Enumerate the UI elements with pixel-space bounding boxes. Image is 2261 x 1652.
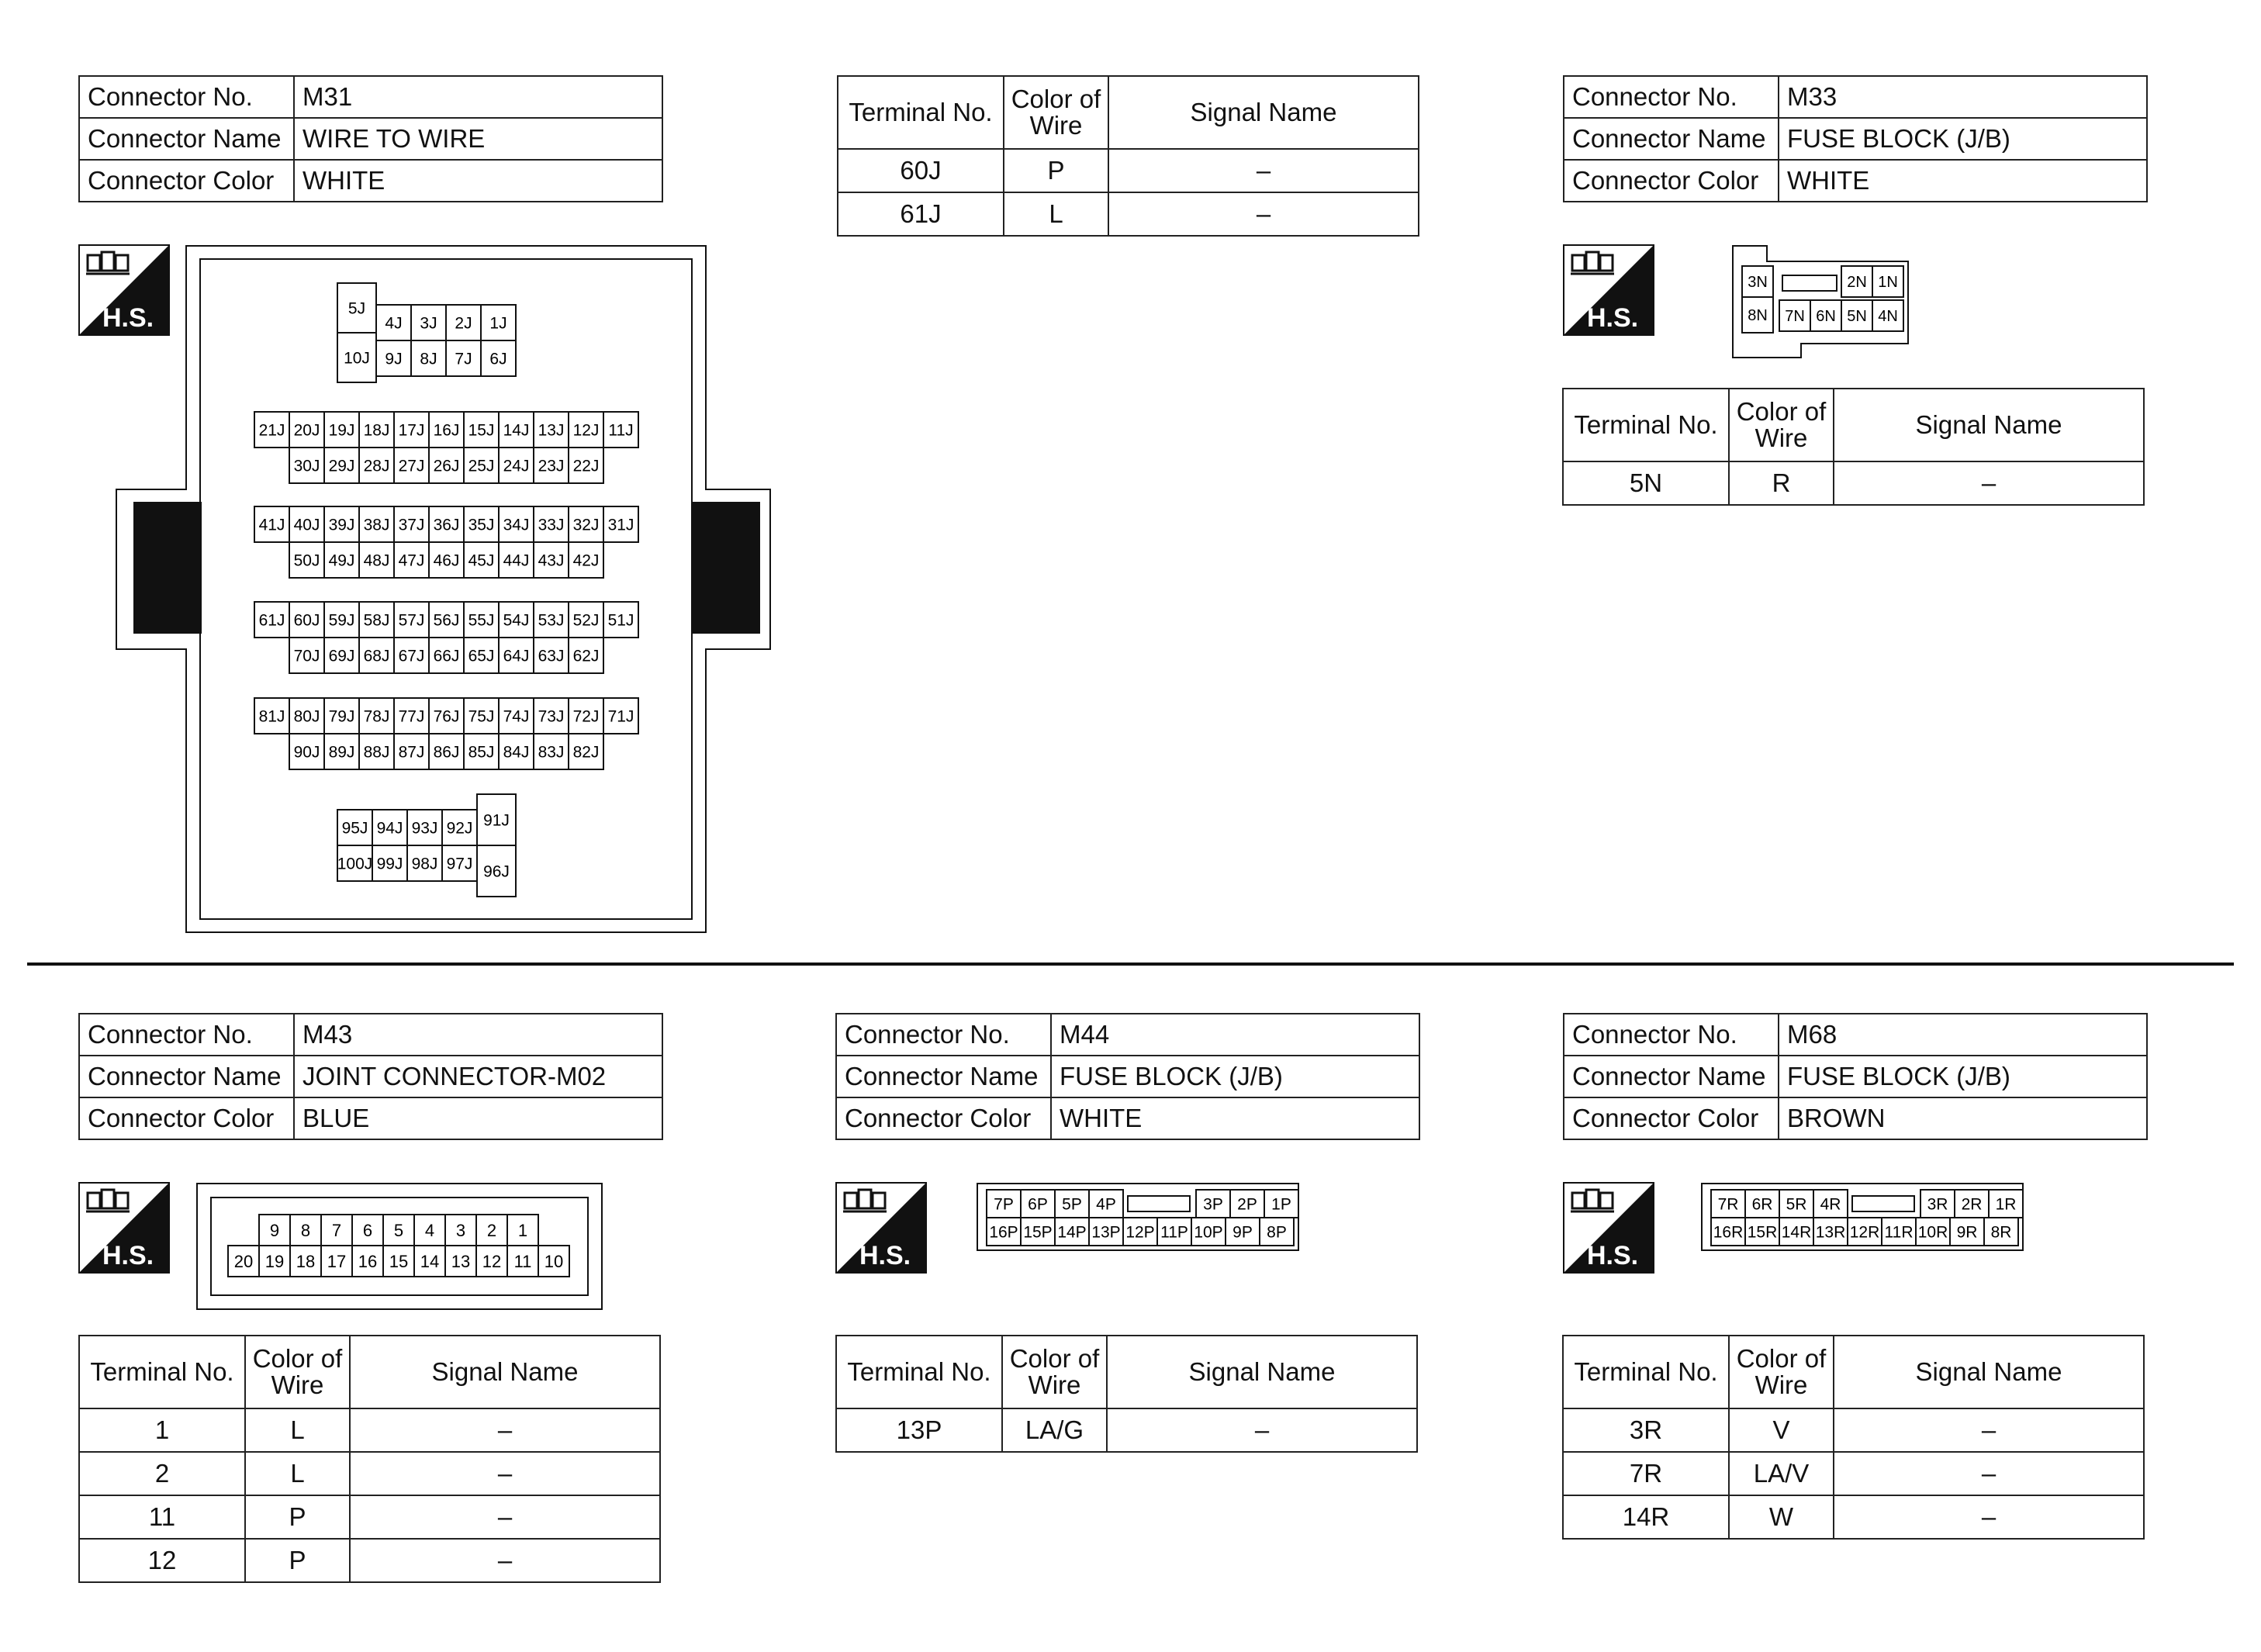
pin-label: 6J	[489, 350, 507, 368]
pin-label: 22J	[572, 457, 600, 475]
pin-label: 6R	[1751, 1195, 1773, 1214]
pin-label: 15	[389, 1251, 409, 1271]
pin-label: 15J	[468, 421, 495, 440]
label-connector-name: Connector Name	[1564, 118, 1779, 160]
m31-connector-name: WIRE TO WIRE	[294, 118, 662, 160]
pin-label: 19J	[328, 421, 355, 440]
pin-label: 21J	[258, 421, 285, 440]
pin-label: 80J	[293, 707, 320, 726]
pin-label: 82J	[572, 743, 600, 762]
pin-label: 10	[544, 1251, 564, 1271]
pin-label: 53J	[538, 611, 565, 630]
m31-info-table	[78, 75, 663, 202]
pin-label: 58J	[363, 611, 390, 630]
pin-label: 83J	[538, 743, 565, 762]
pin-label: 2J	[455, 314, 472, 333]
pin-label: 61J	[258, 611, 285, 630]
pin-label: 14	[420, 1251, 440, 1271]
header-terminal-no: Terminal No.	[79, 1336, 245, 1408]
header-color-of-wire: Color of Wire	[1729, 1336, 1834, 1408]
m31-connector-no: M31	[294, 76, 662, 118]
pin-label: 4	[424, 1220, 435, 1240]
pin-label: 81J	[258, 707, 285, 726]
pin-label: 47J	[398, 551, 425, 570]
pin-label: 77J	[398, 707, 425, 726]
harness-side-icon	[78, 1182, 170, 1274]
pin-label: 42J	[572, 551, 600, 570]
pin-label: 67J	[398, 647, 425, 665]
pin-label: 38J	[363, 516, 390, 534]
pin-label: 62J	[572, 647, 600, 665]
pin-label: 12	[482, 1251, 502, 1271]
harness-side-icon	[1563, 244, 1654, 336]
header-color-of-wire: Color of Wire	[1002, 1336, 1107, 1408]
pin-label: 43J	[538, 551, 565, 570]
label-connector-no: Connector No.	[79, 76, 294, 118]
header-terminal-no: Terminal No.	[1563, 389, 1729, 461]
label-connector-name: Connector Name	[79, 118, 294, 160]
pin-label: 13R	[1815, 1223, 1846, 1242]
header-signal-name: Signal Name	[1834, 389, 2144, 461]
m43-connector-color: BLUE	[294, 1097, 662, 1139]
pin-label: 3	[455, 1220, 466, 1240]
table-row: 7R LA/V –	[1563, 1452, 2144, 1495]
pin-label: 5N	[1847, 308, 1867, 326]
key-slot	[1128, 1196, 1190, 1211]
pin-label: 73J	[538, 707, 565, 726]
pin-label: 3P	[1203, 1195, 1223, 1214]
header-terminal-no: Terminal No.	[1563, 1336, 1729, 1408]
pin-label: 88J	[363, 743, 390, 762]
pin-label: 9	[269, 1220, 280, 1240]
svg-text:H.S.: H.S.	[859, 1241, 911, 1270]
pin-label: 31J	[607, 516, 634, 534]
section-divider	[27, 963, 2234, 966]
pin-label: 4J	[385, 314, 403, 333]
label-connector-no: Connector No.	[1564, 1014, 1779, 1056]
m68-connector-name: FUSE BLOCK (J/B)	[1779, 1056, 2147, 1097]
pin-label: 7R	[1717, 1195, 1739, 1214]
pin-label: 85J	[468, 743, 495, 762]
pin-label: 90J	[293, 743, 320, 762]
m43-connector-diagram	[195, 1182, 607, 1311]
m43-connector-name: JOINT CONNECTOR-M02	[294, 1056, 662, 1097]
harness-side-icon	[1563, 1182, 1654, 1274]
m33-connector-name: FUSE BLOCK (J/B)	[1779, 118, 2147, 160]
pin-label: 93J	[411, 819, 438, 838]
m44-connector-no: M44	[1051, 1014, 1419, 1056]
pin-label: 29J	[328, 457, 355, 475]
pin-label: 74J	[503, 707, 530, 726]
pin-label: 92J	[446, 819, 473, 838]
pin-label: 45J	[468, 551, 495, 570]
m68-connector-no: M68	[1779, 1014, 2147, 1056]
pin-label: 91J	[483, 811, 510, 830]
pin-label: 75J	[468, 707, 495, 726]
table-row: 12 P –	[79, 1539, 660, 1582]
pin-label: 13P	[1091, 1223, 1121, 1242]
pin-label: 6N	[1816, 308, 1836, 326]
pin-label: 72J	[572, 707, 600, 726]
pin-label: 35J	[468, 516, 495, 534]
pin-label: 64J	[503, 647, 530, 665]
pin-label: 33J	[538, 516, 565, 534]
table-row: 2 L –	[79, 1452, 660, 1495]
label-connector-no: Connector No.	[1564, 76, 1779, 118]
table-row: 3R V –	[1563, 1408, 2144, 1452]
pin-label: 2	[486, 1220, 497, 1240]
pin-label: 7P	[994, 1195, 1014, 1214]
pin-label: 7N	[1785, 308, 1805, 326]
pin-label: 2N	[1847, 274, 1867, 292]
m43-terminal-table	[78, 1335, 661, 1583]
pin-label: 20J	[293, 421, 320, 440]
m68-terminal-table	[1562, 1335, 2145, 1540]
pin-label: 15P	[1023, 1223, 1053, 1242]
pin-label: 60J	[293, 611, 320, 630]
pin-label: 16	[358, 1251, 378, 1271]
pin-label: 11J	[608, 421, 634, 440]
pin-label: 16J	[433, 421, 460, 440]
pin-label: 52J	[572, 611, 600, 630]
pin-label: 36J	[433, 516, 460, 534]
header-signal-name: Signal Name	[350, 1336, 660, 1408]
m43-connector-no: M43	[294, 1014, 662, 1056]
svg-text:H.S.: H.S.	[102, 1241, 154, 1270]
pin-label: 95J	[341, 819, 368, 838]
pin-label: 30J	[293, 457, 320, 475]
pin-label: 63J	[538, 647, 565, 665]
pin-label: 8	[300, 1220, 311, 1240]
pin-label: 2P	[1237, 1195, 1257, 1214]
label-connector-color: Connector Color	[79, 1097, 294, 1139]
label-connector-color: Connector Color	[1564, 1097, 1779, 1139]
m31-terminal-table	[837, 75, 1419, 237]
pin-label: 18	[296, 1251, 316, 1271]
harness-side-icon	[835, 1182, 927, 1274]
label-connector-no: Connector No.	[836, 1014, 1051, 1056]
label-connector-color: Connector Color	[1564, 160, 1779, 202]
pin-label: 10R	[1917, 1223, 1948, 1242]
m68-info-table	[1563, 1013, 2148, 1140]
pin-label: 3R	[1927, 1195, 1948, 1214]
pin-label: 65J	[468, 647, 495, 665]
header-color-of-wire: Color of Wire	[1729, 389, 1834, 461]
label-connector-name: Connector Name	[836, 1056, 1051, 1097]
svg-text:H.S.: H.S.	[1586, 1241, 1639, 1270]
pin-label: 94J	[376, 819, 403, 838]
pin-label: 20	[233, 1251, 254, 1271]
pin-label: 5	[393, 1220, 404, 1240]
pin-label: 5R	[1786, 1195, 1807, 1214]
pin-label: 99J	[376, 855, 403, 873]
pin-label: 15R	[1747, 1223, 1778, 1242]
pin-label: 1N	[1878, 274, 1898, 292]
pin-label: 18J	[363, 421, 390, 440]
pin-label: 11P	[1160, 1223, 1188, 1242]
m44-connector-name: FUSE BLOCK (J/B)	[1051, 1056, 1419, 1097]
pin-label: 54J	[503, 611, 530, 630]
header-signal-name: Signal Name	[1108, 76, 1419, 149]
pin-label: 13	[451, 1251, 471, 1271]
label-connector-color: Connector Color	[79, 160, 294, 202]
pin-label: 26J	[433, 457, 460, 475]
header-color-of-wire: Color of Wire	[1004, 76, 1108, 149]
pin-label: 1	[517, 1220, 528, 1240]
m44-connector-diagram	[976, 1182, 1302, 1253]
header-terminal-no: Terminal No.	[836, 1336, 1002, 1408]
hs-badge-m44	[835, 1182, 927, 1274]
pin-label: 44J	[503, 551, 530, 570]
pin-label: 14R	[1781, 1223, 1812, 1242]
pin-label: 14P	[1057, 1223, 1087, 1242]
pin-label: 7	[331, 1220, 342, 1240]
pin-label: 10P	[1194, 1223, 1223, 1242]
pin-label: 50J	[293, 551, 320, 570]
label-connector-color: Connector Color	[836, 1097, 1051, 1139]
pin-label: 97J	[446, 855, 473, 873]
pin-label: 17	[327, 1251, 347, 1271]
pin-label: 17J	[398, 421, 425, 440]
pin-label: 48J	[363, 551, 390, 570]
pin-label: 9R	[1956, 1223, 1978, 1242]
pin-label: 13J	[538, 421, 565, 440]
pin-label: 86J	[433, 743, 460, 762]
pin-label: 7J	[455, 350, 472, 368]
table-row: 61J L –	[838, 192, 1419, 236]
pin-label: 37J	[398, 516, 425, 534]
hs-badge-m33	[1563, 244, 1654, 336]
hs-badge-text: H.S.	[102, 303, 154, 333]
key-slot	[1782, 275, 1837, 291]
pin-label: 16P	[989, 1223, 1018, 1242]
pin-label: 14J	[503, 421, 530, 440]
table-row: 5N R –	[1563, 461, 2144, 505]
pin-label: 9P	[1232, 1223, 1253, 1242]
pin-label: 12P	[1125, 1223, 1155, 1242]
m44-terminal-table	[835, 1335, 1418, 1453]
pin-label: 59J	[328, 611, 355, 630]
label-connector-name: Connector Name	[1564, 1056, 1779, 1097]
pin-label: 40J	[293, 516, 320, 534]
m33-info-table	[1563, 75, 2148, 202]
pin-label: 4R	[1820, 1195, 1841, 1214]
pin-label: 3J	[420, 314, 437, 333]
pin-label: 2R	[1961, 1195, 1983, 1214]
pin-label: 8N	[1748, 307, 1768, 325]
pin-label: 98J	[411, 855, 438, 873]
label-connector-name: Connector Name	[79, 1056, 294, 1097]
pin-label: 78J	[363, 707, 390, 726]
header-color-of-wire: Color of Wire	[245, 1336, 350, 1408]
pin-label: 32J	[572, 516, 600, 534]
pin-label: 1P	[1271, 1195, 1291, 1214]
pin-label: 69J	[328, 647, 355, 665]
pin-label: 19	[264, 1251, 285, 1271]
pin-label: 23J	[538, 457, 565, 475]
pin-label: 6	[362, 1220, 373, 1240]
m33-terminal-table	[1562, 388, 2145, 506]
pin-label: 51J	[607, 611, 634, 630]
m33-connector-color: WHITE	[1779, 160, 2147, 202]
hs-badge-m43	[78, 1182, 170, 1274]
pin-label: 41J	[258, 516, 285, 534]
table-row: 1 L –	[79, 1408, 660, 1452]
pin-label: 27J	[398, 457, 425, 475]
label-connector-no: Connector No.	[79, 1014, 294, 1056]
pin-label: 39J	[328, 516, 355, 534]
pin-label: 89J	[328, 743, 355, 762]
pin-label: 25J	[468, 457, 495, 475]
pin-label: 12J	[572, 421, 600, 440]
pin-label: 5J	[347, 299, 366, 318]
pin-label: 1R	[1995, 1195, 2017, 1214]
pin-label: 76J	[433, 707, 460, 726]
pin-label: 4N	[1878, 308, 1898, 326]
table-row: 13P LA/G –	[836, 1408, 1417, 1452]
header-terminal-no: Terminal No.	[838, 76, 1004, 149]
m68-connector-diagram	[1700, 1182, 2026, 1253]
m44-connector-color: WHITE	[1051, 1097, 1419, 1139]
pin-label: 57J	[398, 611, 425, 630]
table-row: 14R W –	[1563, 1495, 2144, 1539]
pin-label: 8P	[1267, 1223, 1287, 1242]
header-signal-name: Signal Name	[1107, 1336, 1417, 1408]
pin-label: 1J	[489, 314, 507, 333]
pin-label: 49J	[328, 551, 355, 570]
svg-text:H.S.: H.S.	[1586, 303, 1639, 333]
pin-label: 3N	[1748, 274, 1768, 292]
pin-label: 100J	[337, 855, 373, 873]
pin-label: 9J	[385, 350, 403, 368]
pin-label: 6P	[1028, 1195, 1048, 1214]
pin-label: 4P	[1096, 1195, 1116, 1214]
pin-label: 11R	[1884, 1223, 1914, 1242]
header-signal-name: Signal Name	[1834, 1336, 2144, 1408]
table-row: 11 P –	[79, 1495, 660, 1539]
pin-label: 56J	[433, 611, 460, 630]
m43-info-table	[78, 1013, 663, 1140]
pin-label: 16R	[1713, 1223, 1744, 1242]
m31-connector-color: WHITE	[294, 160, 662, 202]
pin-label: 12R	[1849, 1223, 1880, 1242]
pin-label: 68J	[363, 647, 390, 665]
pin-label: 79J	[328, 707, 355, 726]
pin-label: 71J	[607, 707, 634, 726]
hs-badge-m68	[1563, 1182, 1654, 1274]
pin-label: 87J	[398, 743, 425, 762]
key-slot	[1852, 1196, 1914, 1211]
m33-connector-diagram	[1731, 244, 1917, 361]
m33-connector-no: M33	[1779, 76, 2147, 118]
pin-label: 46J	[433, 551, 460, 570]
pin-label: 5P	[1062, 1195, 1082, 1214]
pin-label: 10J	[344, 349, 370, 368]
pin-label: 11	[513, 1251, 532, 1271]
pin-label: 84J	[503, 743, 530, 762]
table-row: 60J P –	[838, 149, 1419, 192]
pin-label: 28J	[363, 457, 390, 475]
pin-label: 66J	[433, 647, 460, 665]
pin-label: 8J	[420, 350, 437, 368]
m44-info-table	[835, 1013, 1420, 1140]
m31-connector-diagram	[115, 244, 774, 935]
pin-label: 55J	[468, 611, 495, 630]
pin-label: 96J	[483, 862, 510, 881]
m68-connector-color: BROWN	[1779, 1097, 2147, 1139]
pin-label: 70J	[293, 647, 320, 665]
pin-label: 24J	[503, 457, 530, 475]
pin-label: 8R	[1990, 1223, 2012, 1242]
pin-label: 34J	[503, 516, 530, 534]
